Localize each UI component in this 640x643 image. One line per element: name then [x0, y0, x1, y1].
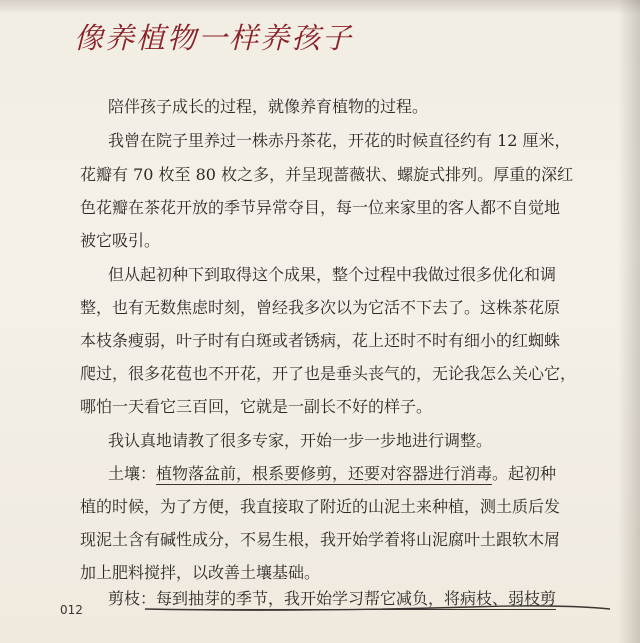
text-line-11: 我认真地请教了很多专家，开始一步一步地进行调整。	[108, 431, 493, 450]
text-line-13: 植的时候，为了方便，我直接取了附近的山泥土来种植，测土质后发	[80, 497, 561, 516]
text-line-8: 本枝条瘦弱，叶子时有白斑或者锈病，花上还时不时有细小的红蜘蛛	[80, 331, 561, 350]
text-line-10: 哪怕一天看它三百回，它就是一副长不好的样子。	[80, 397, 433, 416]
section-label-pruning: 剪枝：	[108, 589, 157, 608]
pen-underline-mark	[145, 606, 610, 610]
page-number: 012	[60, 603, 83, 617]
underlined-phrase-3: 每到抽芽的季节，我开始学习帮它减负，将病枝、弱枝剪	[156, 589, 557, 608]
text-line-4: 色花瓣在茶花开放的季节异常夺目，每一位来家里的客人都不自觉地	[80, 198, 561, 217]
text-line-7: 整，也有无数焦虑时刻，曾经我多次以为它活不下去了。这株茶花原	[80, 298, 561, 317]
text-line-1: 陪伴孩子成长的过程，就像养育植物的过程。	[108, 97, 429, 116]
text-line-6: 但从起初种下到取得这个成果，整个过程中我做过很多优化和调	[108, 265, 557, 284]
underlined-phrase-1: 植物落盆前，根系要修剪，	[156, 464, 349, 483]
section-label-soil: 土壤：	[108, 464, 157, 483]
text-line-12-rest: 。起初种	[492, 464, 557, 483]
text-line-15: 加上肥料搅拌，以改善土壤基础。	[80, 563, 321, 582]
text-line-2: 我曾在院子里养过一株赤丹茶花，开花的时候直径约有 12 厘米，	[108, 131, 571, 150]
underlined-phrase-2: 还要对容器进行消毒	[348, 464, 493, 483]
text-line-3: 花瓣有 70 枚至 80 枚之多，并呈现蔷薇状、螺旋式排列。厚重的深红	[80, 165, 574, 184]
text-line-5: 被它吸引。	[80, 231, 161, 250]
text-line-14: 现泥土含有碱性成分，不易生根，我开始学着将山泥腐叶土跟软木屑	[80, 530, 561, 549]
text-line-9: 爬过，很多花苞也不开花，开了也是垂头丧气的，无论我怎么关心它，	[80, 364, 577, 383]
page-title: 像养植物一样养孩子	[74, 21, 354, 55]
